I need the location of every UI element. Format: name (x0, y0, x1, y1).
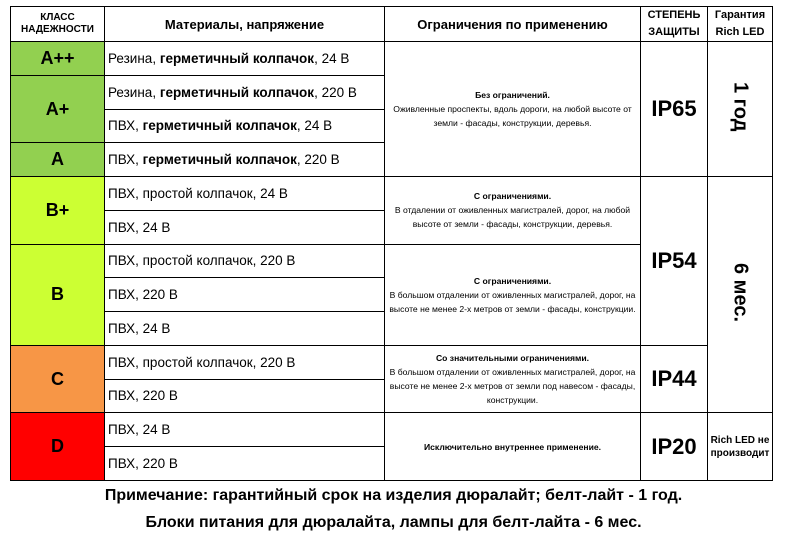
material-cell: Резина, герметичный колпачок, 24 В (105, 42, 385, 76)
header-materials: Материалы, напряжение (105, 7, 385, 42)
warranty-cell: 1 год (708, 42, 773, 177)
class-cell: B+ (11, 177, 105, 245)
table-row (11, 42, 773, 76)
class-cell: C (11, 345, 105, 413)
material-cell: ПВХ, простой колпачок, 220 В (105, 345, 385, 379)
warranty-cell: 6 мес. (708, 177, 773, 413)
class-cell: B (11, 244, 105, 345)
warranty-cell: Rich LED не производит (708, 413, 773, 481)
material-cell: ПВХ, 220 В (105, 278, 385, 312)
material-cell: ПВХ, 24 В (105, 210, 385, 244)
material-cell: ПВХ, простой колпачок, 220 В (105, 244, 385, 278)
table-row (11, 177, 773, 211)
material-cell: Резина, герметичный колпачок, 220 В (105, 75, 385, 109)
class-cell: A++ (11, 42, 105, 76)
header-class: КЛАСС НАДЕЖНОСТИ (11, 7, 105, 42)
limitation-cell: С ограничениями. В отдалении от оживленных магистралей, дорог, на любой высоте от земли - фасады, конструкции, деревья. (385, 177, 641, 245)
protection-cell: IP44 (641, 345, 708, 413)
class-cell: A (11, 143, 105, 177)
table-row (11, 413, 773, 447)
material-cell: ПВХ, 24 В (105, 413, 385, 447)
note-line-2: Блоки питания для дюралайта, лампы для белт-лайта - 6 мес. (145, 514, 642, 531)
material-cell: ПВХ, 220 В (105, 379, 385, 413)
class-cell: A+ (11, 75, 105, 143)
limitation-cell: Исключительно внутреннее применение. (385, 413, 641, 481)
limitation-cell: Со значительными ограничениями. В большом отдалении от оживленных магистралей, дорог, на высоте не менее 2-х метров от земли под навесом - фасады, конструкции. (385, 345, 641, 413)
material-cell: ПВХ, простой колпачок, 24 В (105, 177, 385, 211)
protection-cell: IP65 (641, 42, 708, 177)
material-cell: ПВХ, герметичный колпачок, 220 В (105, 143, 385, 177)
protection-cell: IP20 (641, 413, 708, 481)
material-cell: ПВХ, 24 В (105, 312, 385, 346)
class-cell: D (11, 413, 105, 481)
header-protection: СТЕПЕНЬ ЗАЩИТЫ (641, 7, 708, 42)
note-line-1: Примечание: гарантийный срок на изделия дюралайт; белт-лайт - 1 год. (104, 487, 683, 504)
limitation-cell: Без ограничений. Оживленные проспекты, вдоль дороги, на любой высоте от земли - фасады, конструкции, деревья. (385, 42, 641, 177)
limitation-cell: С ограничениями. В большом отдалении от оживленных магистралей, дорог, на высоте не менее 2-х метров от земли - фасады, конструкции. (385, 244, 641, 345)
header-row (11, 7, 773, 42)
protection-cell: IP54 (641, 177, 708, 346)
material-cell: ПВХ, герметичный колпачок, 24 В (105, 109, 385, 143)
reliability-table (10, 6, 773, 481)
material-cell: ПВХ, 220 В (105, 447, 385, 481)
table-row (11, 345, 773, 379)
header-limitations: Ограничения по применению (385, 7, 641, 42)
header-warranty: Гарантия Rich LED (708, 7, 773, 42)
